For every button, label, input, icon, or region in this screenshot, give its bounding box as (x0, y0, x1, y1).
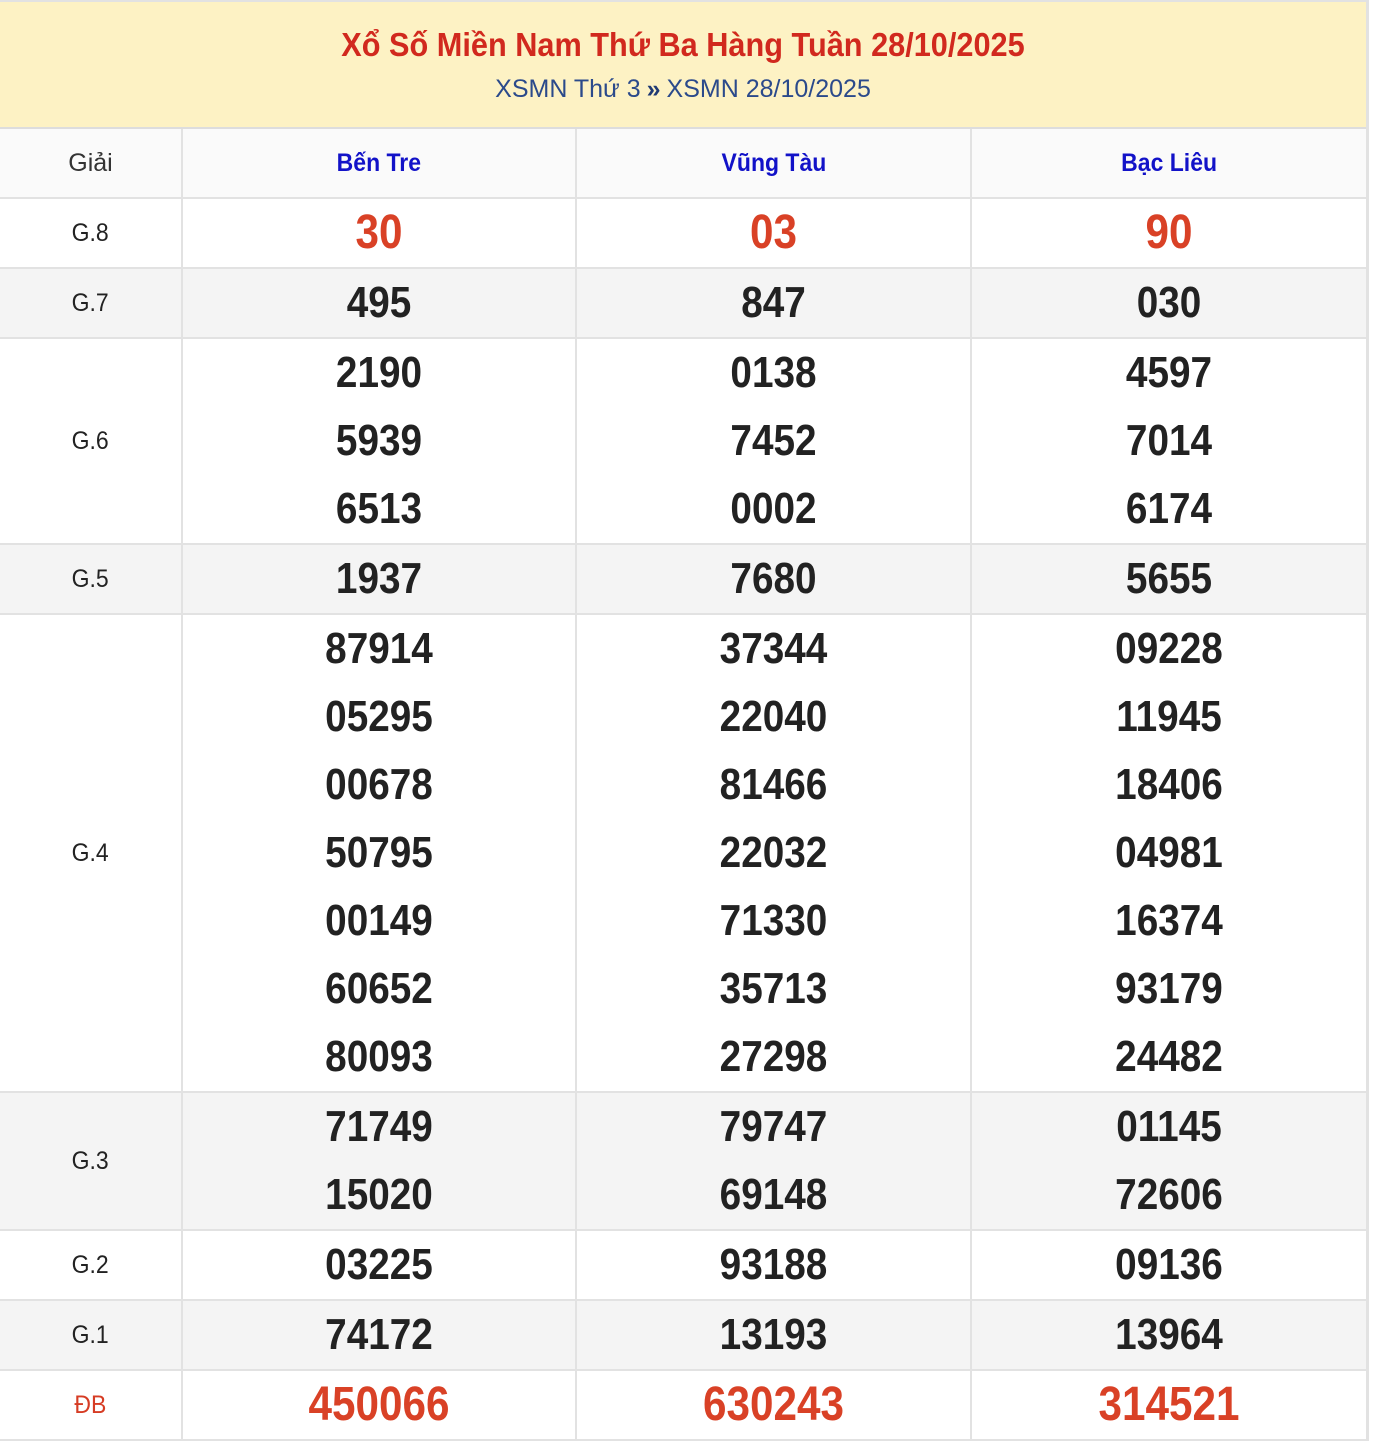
prize-number: 90 (1145, 206, 1193, 259)
result-cell (971, 1230, 1366, 1300)
result-cell (576, 1370, 971, 1439)
prize-label-cell (0, 198, 182, 268)
result-cell (182, 1300, 576, 1370)
table-header-row (0, 129, 1366, 198)
breadcrumb (0, 74, 1366, 104)
special-prize-number: 450066 (308, 1378, 450, 1431)
prize-number: 6174 (1125, 484, 1213, 533)
prize-number: 80093 (325, 1032, 433, 1081)
table-row (0, 198, 1366, 268)
result-cell (182, 1092, 576, 1230)
prize-number: 7014 (1125, 416, 1213, 465)
prize-number: 00678 (325, 760, 433, 809)
prize-number: 22032 (719, 828, 828, 877)
prize-label-cell (0, 268, 182, 338)
result-cell (182, 1370, 576, 1439)
prize-number: 30 (355, 206, 403, 259)
result-cell (182, 544, 576, 614)
prize-label: G.7 (71, 288, 110, 317)
result-cell (182, 1230, 576, 1300)
prize-number: 22040 (719, 692, 828, 741)
prize-number: 1937 (335, 554, 423, 603)
prize-number: 5939 (335, 416, 423, 465)
result-cell (971, 198, 1366, 268)
result-cell (576, 198, 971, 268)
prize-number: 847 (741, 278, 806, 327)
result-cell (576, 544, 971, 614)
prize-number: 13964 (1115, 1310, 1223, 1359)
prize-number: 69148 (719, 1170, 828, 1219)
prize-label: G.6 (71, 426, 110, 455)
prize-number: 030 (1136, 278, 1202, 327)
prize-number: 15020 (325, 1170, 433, 1219)
province-header-ben-tre[interactable] (182, 129, 576, 198)
prize-number: 27298 (719, 1032, 828, 1081)
page-title: Xổ Số Miền Nam Thứ Ba Hàng Tuần 28/10/2025 (341, 26, 1025, 63)
table-row (0, 1230, 1366, 1300)
prize-number: 7680 (730, 554, 817, 603)
table-row (0, 544, 1366, 614)
prize-number: 09136 (1115, 1240, 1223, 1289)
prize-number: 74172 (325, 1310, 433, 1359)
special-prize-number: 630243 (703, 1378, 844, 1431)
table-row (0, 1092, 1366, 1230)
prize-label-cell (0, 544, 182, 614)
result-cell (971, 1092, 1366, 1230)
special-prize-number: 314521 (1098, 1378, 1240, 1431)
prize-number: 93179 (1115, 964, 1223, 1013)
prize-column-label: Giải (68, 148, 113, 177)
result-cell (182, 268, 576, 338)
prize-number: 11945 (1116, 692, 1222, 741)
breadcrumb-separator: » (646, 75, 661, 103)
prize-number: 01145 (1116, 1102, 1222, 1151)
result-cell (971, 268, 1366, 338)
results-table (0, 129, 1366, 1439)
breadcrumb-link-date[interactable]: XSMN 28/10/2025 (666, 75, 871, 103)
prize-number: 00149 (325, 896, 433, 945)
prize-number: 2190 (335, 348, 423, 397)
result-cell (182, 338, 576, 544)
prize-column-header (0, 129, 182, 198)
table-row (0, 1300, 1366, 1370)
table-row (0, 338, 1366, 544)
result-cell (182, 614, 576, 1092)
result-cell (576, 268, 971, 338)
prize-number: 0002 (730, 484, 817, 533)
prize-label-cell (0, 1092, 182, 1230)
result-cell (971, 614, 1366, 1092)
prize-number: 09228 (1115, 624, 1223, 673)
prize-number: 87914 (325, 624, 433, 673)
result-cell (971, 338, 1366, 544)
prize-label: G.3 (71, 1146, 110, 1175)
results-header (0, 2, 1366, 129)
prize-number: 495 (346, 278, 412, 327)
prize-number: 18406 (1115, 760, 1223, 809)
prize-number: 03 (750, 206, 797, 259)
prize-label-cell (0, 1230, 182, 1300)
table-row (0, 268, 1366, 338)
prize-label: ĐB (74, 1390, 107, 1419)
prize-number: 81466 (719, 760, 828, 809)
prize-number: 05295 (325, 692, 433, 741)
result-cell (576, 1300, 971, 1370)
table-row (0, 1370, 1366, 1439)
prize-number: 4597 (1125, 348, 1213, 397)
prize-number: 0138 (730, 348, 817, 397)
prize-number: 71330 (719, 896, 828, 945)
prize-label-cell (0, 1300, 182, 1370)
prize-number: 93188 (719, 1240, 828, 1289)
prize-label: G.5 (71, 564, 110, 593)
province-name[interactable]: Bạc Liêu (1121, 148, 1217, 177)
province-header-bac-lieu[interactable] (971, 129, 1366, 198)
province-name[interactable]: Vũng Tàu (721, 148, 826, 177)
prize-label-cell (0, 614, 182, 1092)
breadcrumb-link-weekday[interactable]: XSMN Thứ 3 (495, 75, 641, 103)
prize-label-cell (0, 338, 182, 544)
prize-number: 72606 (1115, 1170, 1223, 1219)
prize-number: 04981 (1115, 828, 1223, 877)
prize-label: G.8 (71, 218, 110, 247)
prize-number: 35713 (719, 964, 828, 1013)
prize-number: 60652 (325, 964, 433, 1013)
result-cell (576, 338, 971, 544)
prize-number: 71749 (325, 1102, 433, 1151)
prize-number: 13193 (719, 1310, 828, 1359)
result-cell (576, 1230, 971, 1300)
prize-label-cell (0, 1370, 182, 1439)
table-row (0, 614, 1366, 1092)
prize-number: 16374 (1115, 896, 1223, 945)
prize-label: G.4 (71, 838, 110, 867)
prize-number: 79747 (719, 1102, 828, 1151)
result-cell (576, 614, 971, 1092)
province-header-vung-tau[interactable] (576, 129, 971, 198)
prize-label: G.2 (71, 1250, 110, 1279)
prize-number: 5655 (1125, 554, 1213, 603)
province-name[interactable]: Bến Tre (336, 148, 422, 177)
prize-number: 7452 (730, 416, 817, 465)
result-cell (971, 1300, 1366, 1370)
result-cell (971, 544, 1366, 614)
prize-number: 24482 (1115, 1032, 1223, 1081)
result-cell (182, 198, 576, 268)
prize-number: 03225 (325, 1240, 433, 1289)
prize-label: G.1 (71, 1320, 110, 1349)
results-body (0, 198, 1366, 1439)
prize-number: 50795 (325, 828, 433, 877)
prize-number: 6513 (335, 484, 423, 533)
result-cell (576, 1092, 971, 1230)
prize-number: 37344 (719, 624, 828, 673)
result-cell (971, 1370, 1366, 1439)
